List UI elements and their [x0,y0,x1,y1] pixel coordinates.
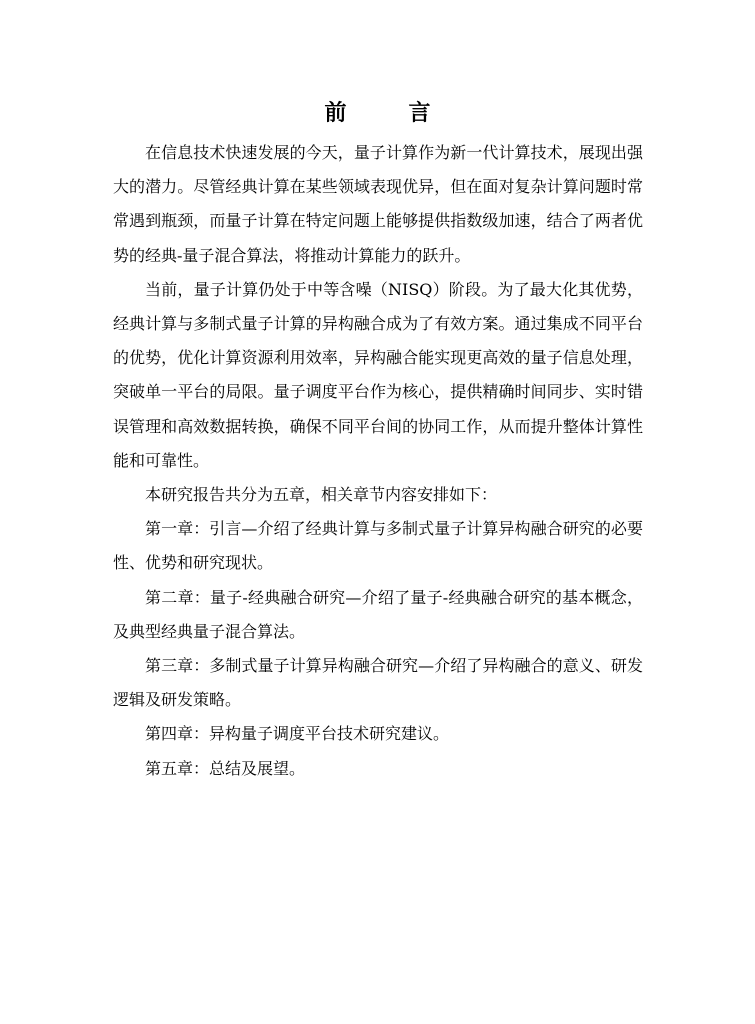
paragraph-outline: 本研究报告共分为五章，相关章节内容安排如下： [145,485,498,505]
document-body [113,136,643,786]
paragraph-chapter-5: 第五章：总结及展望。 [145,758,306,778]
paragraph-chapter-2: 第二章：量子-经典融合研究—介绍了量子-经典融合研究的基本概念，及典型经典量子混合算法。 [113,587,643,641]
page-title: 前 言 [324,101,451,126]
paragraph-intro: 在信息技术快速发展的今天，量子计算作为新一代计算技术，展现出强大的潜力。尽管经典计算在某些领域表现优异，但在面对复杂计算问题时常常遇到瓶颈，而量子计算在特定问题上能够提供指数级加速，结合了两者优势的经典-量子混合算法，将推动计算能力的跃升。 [113,143,643,265]
paragraph-chapter-4: 第四章：异构量子调度平台技术研究建议。 [145,724,450,744]
paragraph-nisq: 当前，量子计算仍处于中等含噪（NISQ）阶段。为了最大化其优势，经典计算与多制式量子计算的异构融合成为了有效方案。通过集成不同平台的优势，优化计算资源利用效率，异构融合能实现更高效的量子信息处理，突破单一平台的局限。量子调度平台作为核心，提供精确时间同步、实时错误管理和高效数据转换，确保不同平台间的协同工作，从而提升整体计算性能和可靠性。 [113,279,643,470]
paragraph-chapter-3: 第三章：多制式量子计算异构融合研究—介绍了异构融合的意义、研发逻辑及研发策略。 [113,656,643,710]
paragraph-chapter-1: 第一章：引言—介绍了经典计算与多制式量子计算异构融合研究的必要性、优势和研究现状。 [113,519,643,573]
